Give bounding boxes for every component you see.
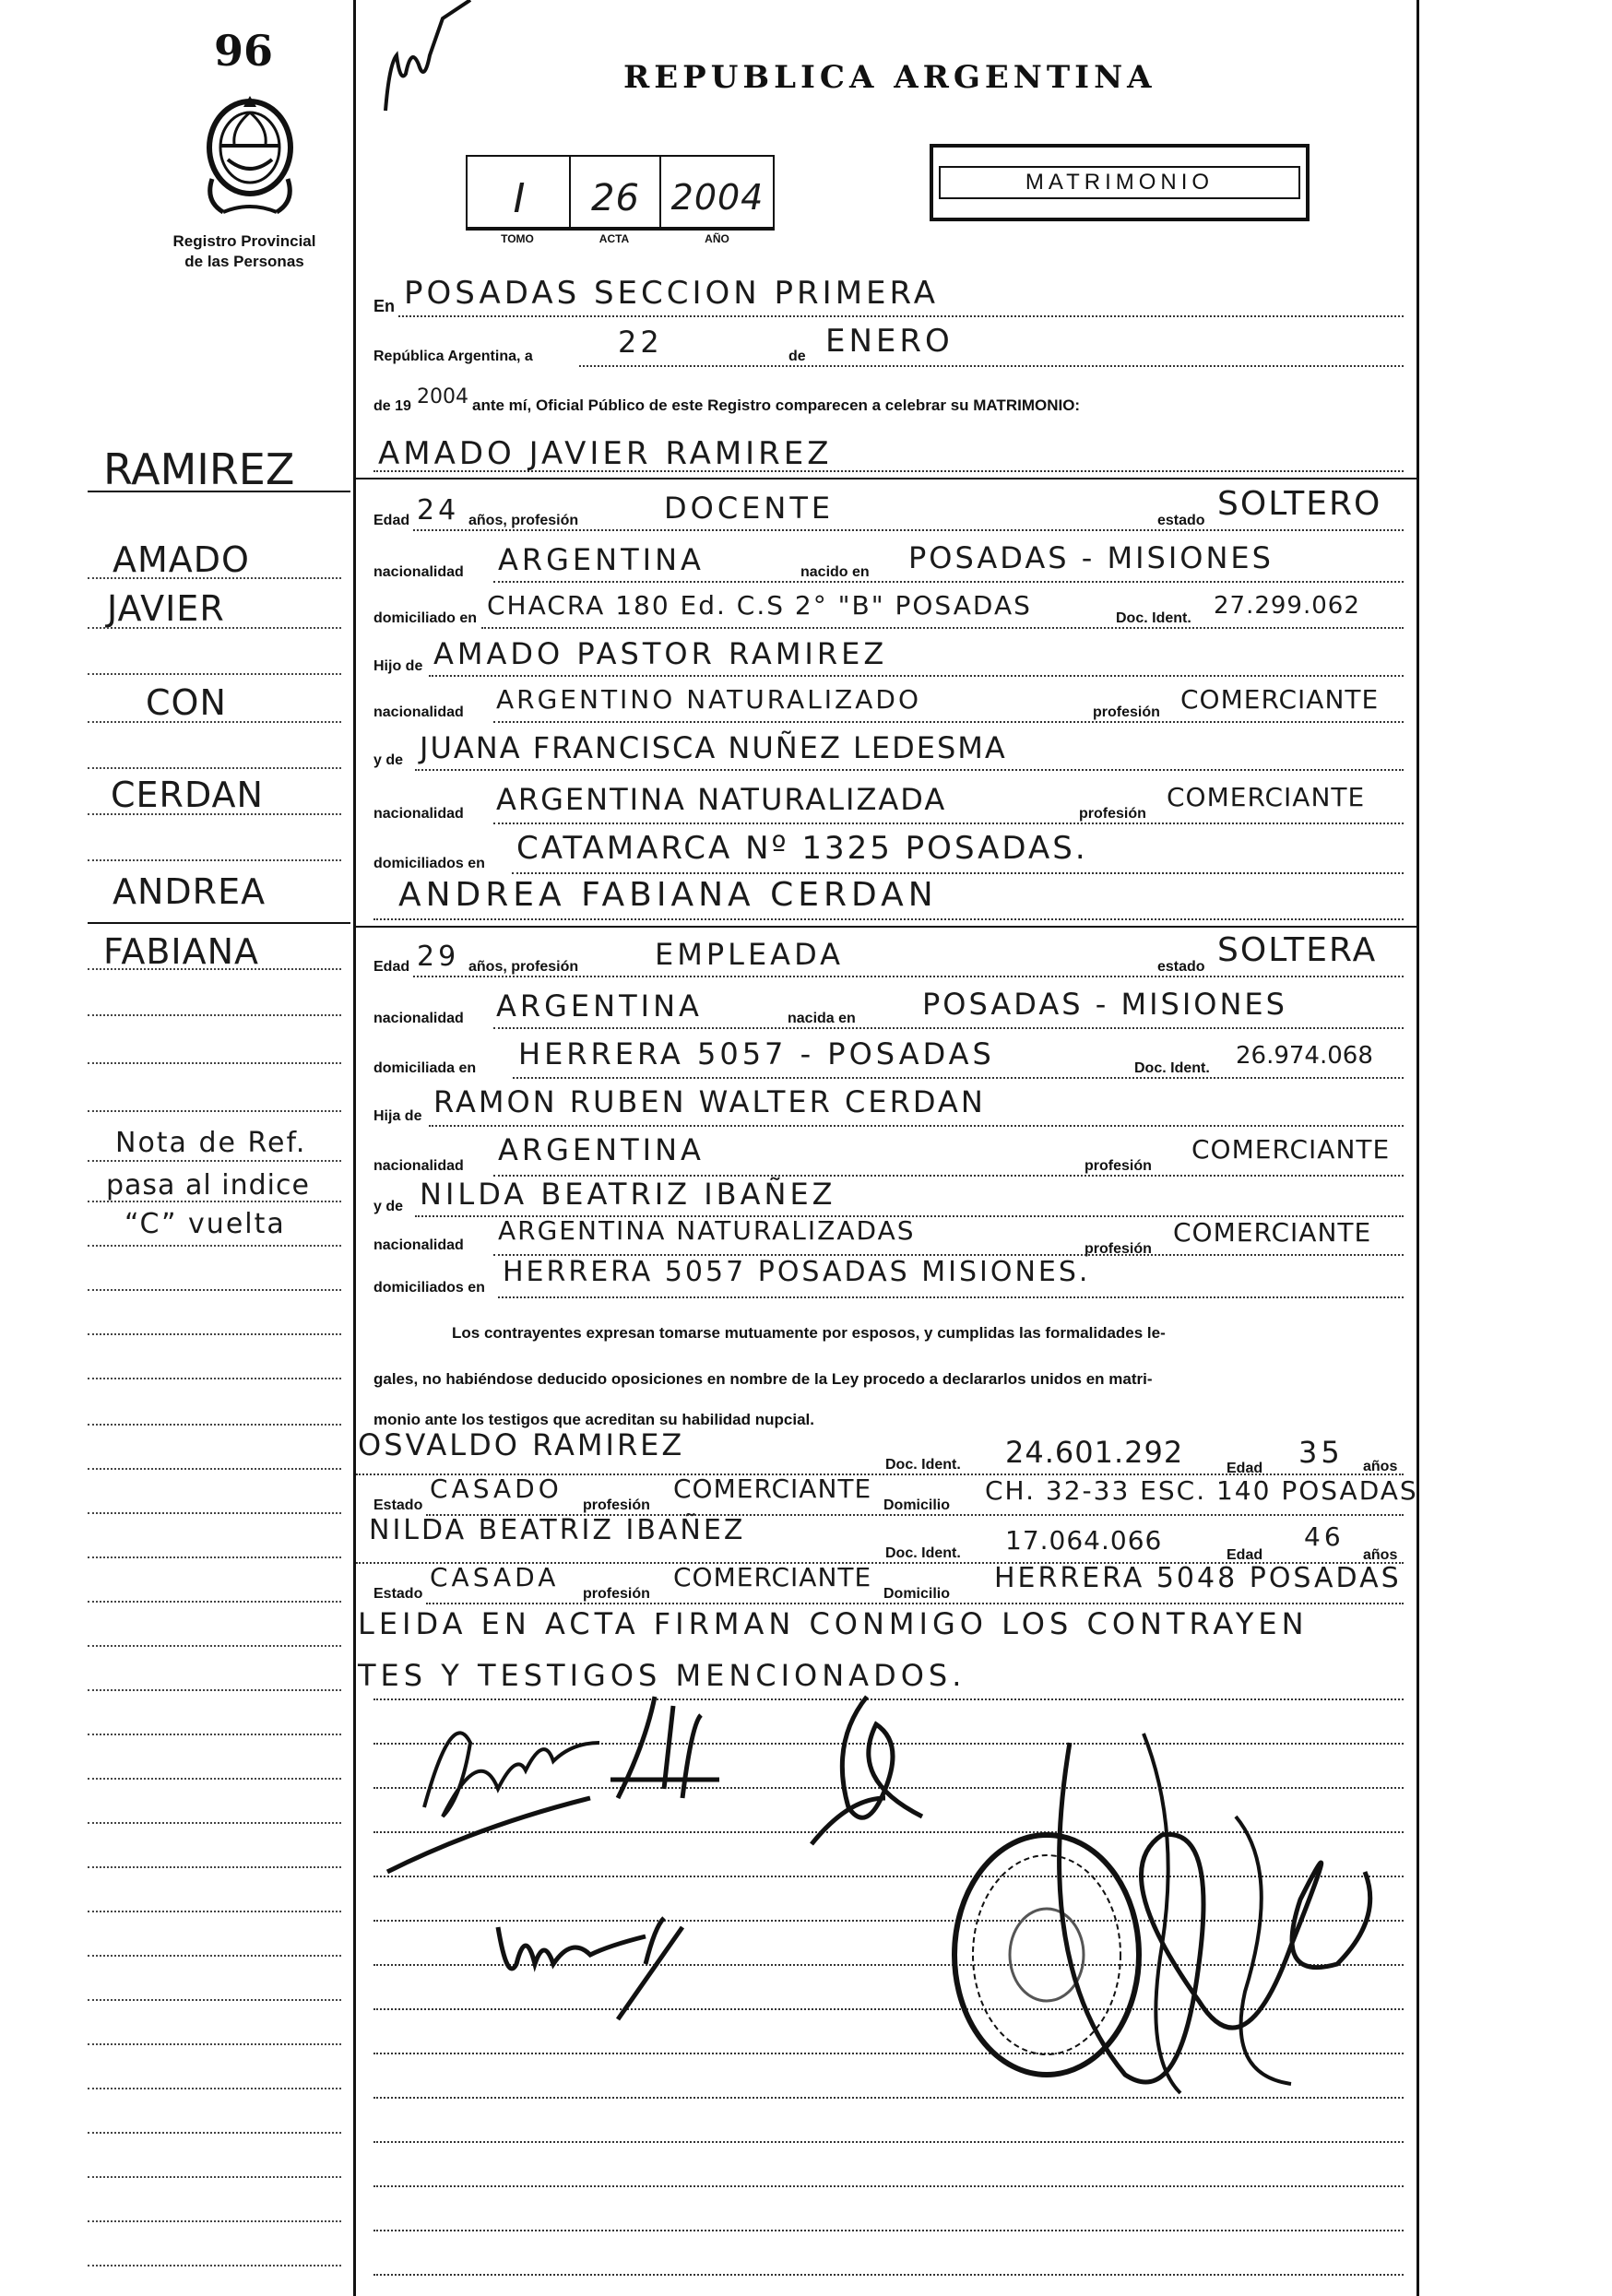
bride-line-1	[413, 976, 1404, 977]
acta-value: 26	[591, 177, 640, 219]
bride-padre-value: RAMON RUBEN WALTER CERDAN	[433, 1084, 986, 1119]
groom-doc-label: Doc. Ident.	[1116, 610, 1191, 626]
bride-nac-value: ARGENTINA	[496, 988, 703, 1024]
margin-line	[88, 1999, 341, 2001]
margin-line	[88, 1468, 341, 1470]
witness1-domicilio-label: Domicilio	[883, 1497, 951, 1513]
year-value: 2004	[417, 385, 468, 408]
margin-given-bride-b: FABIANA	[103, 931, 260, 972]
signature-4	[498, 1918, 682, 2019]
margin-line	[88, 859, 341, 861]
witness2-profesion-label: profesión	[583, 1586, 650, 1602]
declaration-line3: monio ante los testigos que acreditan su habilidad nupcial.	[373, 1411, 814, 1428]
bride-nacida-value: POSADAS - MISIONES	[922, 987, 1287, 1022]
record-type-label: MATRIMONIO	[939, 166, 1300, 199]
bride-padre-nac-label: nacionalidad	[373, 1158, 464, 1174]
de-label: de	[788, 349, 806, 364]
groom-nacido-value: POSADAS - MISIONES	[908, 540, 1274, 575]
record-type-box	[930, 144, 1310, 221]
de19-label: de 19	[373, 398, 411, 414]
groom-madre-prof-value: COMERCIANTE	[1167, 782, 1366, 812]
bride-madre-prof-value: COMERCIANTE	[1173, 1217, 1372, 1248]
margin-line	[88, 1245, 341, 1247]
groom-line-5	[493, 721, 1404, 723]
witness2-profesion-value: COMERCIANTE	[673, 1562, 872, 1592]
signatures-and-seal	[369, 1687, 1416, 2121]
margin-con: CON	[146, 682, 227, 723]
witness2-estado-label: Estado	[373, 1586, 423, 1602]
official-seal	[954, 1835, 1139, 2075]
witness1-profesion-value: COMERCIANTE	[673, 1473, 872, 1504]
intro-text: ante mí, Oficial Público de este Registro comparecen a celebrar su MATRIMONIO:	[472, 396, 1081, 414]
groom-yde-label: y de	[373, 752, 404, 768]
page-number: 96	[214, 26, 274, 76]
margin-line	[88, 968, 341, 970]
groom-line-2	[493, 581, 1404, 583]
bride-line-8	[498, 1296, 1404, 1298]
margin-given-groom-b: JAVIER	[107, 588, 225, 629]
bride-madre-prof-label: profesión	[1085, 1241, 1152, 1257]
margin-line	[88, 1734, 341, 1735]
bride-yde-label: y de	[373, 1199, 404, 1214]
bride-dom-padres-value: HERRERA 5057 POSADAS MISIONES.	[503, 1256, 1091, 1288]
groom-padre-prof-label: profesión	[1093, 704, 1160, 720]
bride-hija-label: Hija de	[373, 1108, 422, 1124]
closing-line1: LEIDA EN ACTA FIRMAN CONMIGO LOS CONTRAYEN	[358, 1606, 1309, 1641]
acta-label: ACTA	[599, 232, 630, 245]
margin-line	[88, 1601, 341, 1603]
bride-domicilio-label: domiciliada en	[373, 1060, 477, 1076]
witness2-name: NILDA BEATRIZ IBAÑEZ	[369, 1514, 746, 1546]
day-value: 22	[618, 325, 663, 360]
witness1-name: OSVALDO RAMIREZ	[358, 1427, 685, 1462]
margin-line	[88, 1289, 341, 1291]
margin-line	[88, 1201, 341, 1202]
groom-domicilio-label: domiciliado en	[373, 610, 478, 626]
bride-nacida-label: nacida en	[788, 1011, 856, 1026]
margin-line	[88, 2176, 341, 2178]
margin-given-bride-a: ANDREA	[113, 871, 267, 912]
bride-line-2	[493, 1027, 1404, 1029]
margin-line	[88, 673, 341, 675]
groom-line-8	[512, 872, 1404, 874]
bride-anos-profesion-label: años, profesión	[468, 959, 579, 975]
margin-line	[88, 2265, 341, 2266]
ano-label: AÑO	[705, 232, 729, 245]
groom-dom-padres-label: domiciliados en	[373, 856, 485, 871]
margin-line	[88, 1160, 341, 1162]
margin-line	[88, 2043, 341, 2045]
groom-line-7	[493, 823, 1404, 824]
margin-line	[88, 1822, 341, 1824]
declaration-line2: gales, no habiéndose deducido oposiciones en nombre de la Ley procedo a declararlos unidos en matri-	[373, 1370, 1153, 1388]
margin-line	[88, 1778, 341, 1780]
margin-line	[88, 1014, 341, 1016]
bride-doc-label: Doc. Ident.	[1134, 1060, 1210, 1076]
margin-line	[88, 1645, 341, 1647]
margin-note-line2: pasa al indice	[106, 1169, 310, 1201]
witness2-domicilio-label: Domicilio	[883, 1586, 951, 1602]
witness1-doc-label: Doc. Ident.	[885, 1457, 961, 1473]
bride-doc-value: 26.974.068	[1236, 1042, 1373, 1070]
date-line	[579, 365, 1404, 367]
margin-line	[88, 1062, 341, 1064]
margin-line	[88, 1556, 341, 1558]
margin-line	[88, 627, 341, 629]
groom-domicilio-value: CHACRA 180 Ed. C.S 2° "B" POSADAS	[487, 590, 1032, 621]
witness2-anos-label: años	[1363, 1547, 1398, 1563]
bride-line-3	[513, 1077, 1404, 1079]
body-line	[373, 2185, 1404, 2187]
bride-dom-padres-label: domiciliados en	[373, 1280, 485, 1296]
groom-line-3	[481, 627, 1404, 629]
groom-padre-value: AMADO PASTOR RAMIREZ	[433, 636, 888, 671]
bride-padre-prof-value: COMERCIANTE	[1191, 1134, 1391, 1165]
bride-name: ANDREA FABIANA CERDAN	[398, 876, 938, 914]
groom-padre-nac-value: ARGENTINO NATURALIZADO	[496, 684, 921, 715]
bride-profesion-value: EMPLEADA	[655, 937, 845, 972]
witness1-edad-label: Edad	[1227, 1461, 1263, 1476]
margin-line	[88, 721, 341, 723]
bride-section-rule	[356, 926, 1416, 928]
margin-line	[88, 2220, 341, 2222]
closing-line2: TES Y TESTIGOS MENCIONADOS.	[358, 1658, 966, 1693]
bride-padre-nac-value: ARGENTINA	[498, 1132, 705, 1167]
witness1-anos-label: años	[1363, 1459, 1398, 1474]
margin-line	[88, 577, 341, 579]
place-value: POSADAS SECCION PRIMERA	[404, 275, 940, 312]
left-column-divider	[353, 0, 356, 2296]
witness2-doc-value: 17.064.066	[1005, 1525, 1163, 1556]
tomo-label: TOMO	[501, 232, 534, 245]
groom-edad-label: Edad	[373, 513, 410, 528]
groom-estado-value: SOLTERO	[1217, 485, 1382, 523]
margin-line	[88, 2132, 341, 2134]
groom-hijo-label: Hijo de	[373, 658, 423, 674]
declaration-line1: Los contrayentes expresan tomarse mutuamente por esposos, y cumplidas las formalidades le-	[452, 1324, 1166, 1342]
groom-nacido-label: nacido en	[800, 564, 870, 580]
bride-estado-label: estado	[1157, 959, 1205, 975]
box-row-divider	[466, 227, 775, 229]
witness2-domicilio-value: HERRERA 5048 POSADAS	[994, 1562, 1402, 1594]
bride-madre-value: NILDA BEATRIZ IBAÑEZ	[420, 1177, 836, 1212]
registry-name-line2: de las Personas	[184, 253, 304, 270]
registry-name-line1: Registro Provincial	[172, 232, 316, 250]
bride-estado-value: SOLTERA	[1217, 931, 1378, 969]
margin-rule-1	[88, 491, 350, 492]
groom-line-6	[415, 769, 1404, 771]
margin-line	[88, 2088, 341, 2089]
margin-line	[88, 1110, 341, 1112]
groom-line-1	[413, 529, 1404, 531]
bride-nac-label: nacionalidad	[373, 1011, 464, 1026]
margin-line	[88, 813, 341, 815]
margin-surname-groom: RAMIREZ	[103, 444, 295, 494]
witness2-edad-label: Edad	[1227, 1547, 1263, 1563]
bride-edad-label: Edad	[373, 959, 410, 975]
signature-2	[610, 1697, 719, 1798]
bride-domicilio-value: HERRERA 5057 - POSADAS	[518, 1036, 995, 1071]
witness1-doc-value: 24.601.292	[1005, 1435, 1184, 1470]
margin-line	[88, 1866, 341, 1868]
initials-scribble	[378, 0, 480, 120]
country-title: REPUBLICA ARGENTINA	[623, 59, 1156, 96]
groom-name-line	[373, 470, 1404, 472]
body-line	[373, 2141, 1404, 2143]
ano-value: 2004	[670, 177, 765, 218]
body-line	[373, 2230, 1404, 2231]
margin-line	[88, 1378, 341, 1379]
groom-madre-prof-label: profesión	[1079, 806, 1146, 822]
groom-padre-prof-value: COMERCIANTE	[1180, 684, 1380, 715]
groom-line-4	[429, 675, 1404, 677]
margin-given-groom-a: AMADO	[113, 539, 250, 580]
bride-madre-nac-value: ARGENTINA NATURALIZADAS	[498, 1215, 916, 1246]
groom-estado-label: estado	[1157, 513, 1205, 528]
margin-line	[88, 1955, 341, 1957]
body-line	[373, 2274, 1404, 2276]
witness1-profesion-label: profesión	[583, 1497, 650, 1513]
bride-padre-prof-label: profesión	[1085, 1158, 1152, 1174]
groom-section-rule	[356, 478, 1416, 479]
margin-line	[88, 1333, 341, 1335]
margin-line	[88, 767, 341, 769]
margin-line	[88, 1689, 341, 1691]
witness2-estado-value: CASADA	[430, 1562, 560, 1592]
en-label: En	[373, 297, 396, 315]
bride-madre-nac-label: nacionalidad	[373, 1237, 464, 1253]
signature-3	[812, 1697, 922, 1844]
groom-anos-profesion-label: años, profesión	[468, 513, 579, 528]
margin-line	[88, 1424, 341, 1426]
bride-name-line	[373, 918, 1404, 920]
groom-madre-nac-value: ARGENTINA NATURALIZADA	[496, 782, 947, 817]
margin-note-line3: “C” vuelta	[124, 1208, 286, 1240]
witness1-domicilio-value: CH. 32-33 ESC. 140 POSADAS	[985, 1475, 1418, 1506]
groom-nac-value: ARGENTINA	[498, 542, 705, 577]
signature-5	[1060, 1743, 1370, 2082]
witness2-doc-label: Doc. Ident.	[885, 1545, 961, 1561]
bride-edad-value: 29	[417, 941, 460, 973]
groom-dom-padres-value: CATAMARCA Nº 1325 POSADAS.	[516, 830, 1088, 867]
tomo-value: I	[513, 175, 529, 222]
month-value: ENERO	[825, 323, 954, 360]
margin-line	[88, 1911, 341, 1912]
place-line	[398, 315, 1404, 317]
right-border-line	[1416, 0, 1419, 2296]
groom-nac-label: nacionalidad	[373, 564, 464, 580]
groom-madre-value: JUANA FRANCISCA NUÑEZ LEDESMA	[420, 730, 1007, 765]
witness1-estado-value: CASADO	[430, 1473, 563, 1504]
margin-note-line1: Nota de Ref.	[115, 1127, 307, 1159]
groom-edad-value: 24	[417, 494, 460, 527]
margin-surname-bride: CERDAN	[111, 775, 264, 815]
groom-name: AMADO JAVIER RAMIREZ	[378, 435, 833, 472]
witness2-line-2	[426, 1603, 1404, 1604]
groom-doc-value: 27.299.062	[1214, 592, 1360, 620]
witness1-estado-label: Estado	[373, 1497, 423, 1513]
groom-padre-nac-label: nacionalidad	[373, 704, 464, 720]
republica-label: República Argentina, a	[373, 349, 533, 364]
witness1-edad-value: 35	[1298, 1435, 1344, 1470]
groom-profesion-value: DOCENTE	[664, 491, 835, 526]
groom-madre-nac-label: nacionalidad	[373, 806, 464, 822]
margin-rule-2	[88, 922, 350, 924]
bride-line-4	[429, 1125, 1404, 1127]
margin-line	[88, 1512, 341, 1514]
coat-of-arms-emblem	[196, 90, 304, 218]
witness2-edad-value: 46	[1304, 1521, 1345, 1552]
